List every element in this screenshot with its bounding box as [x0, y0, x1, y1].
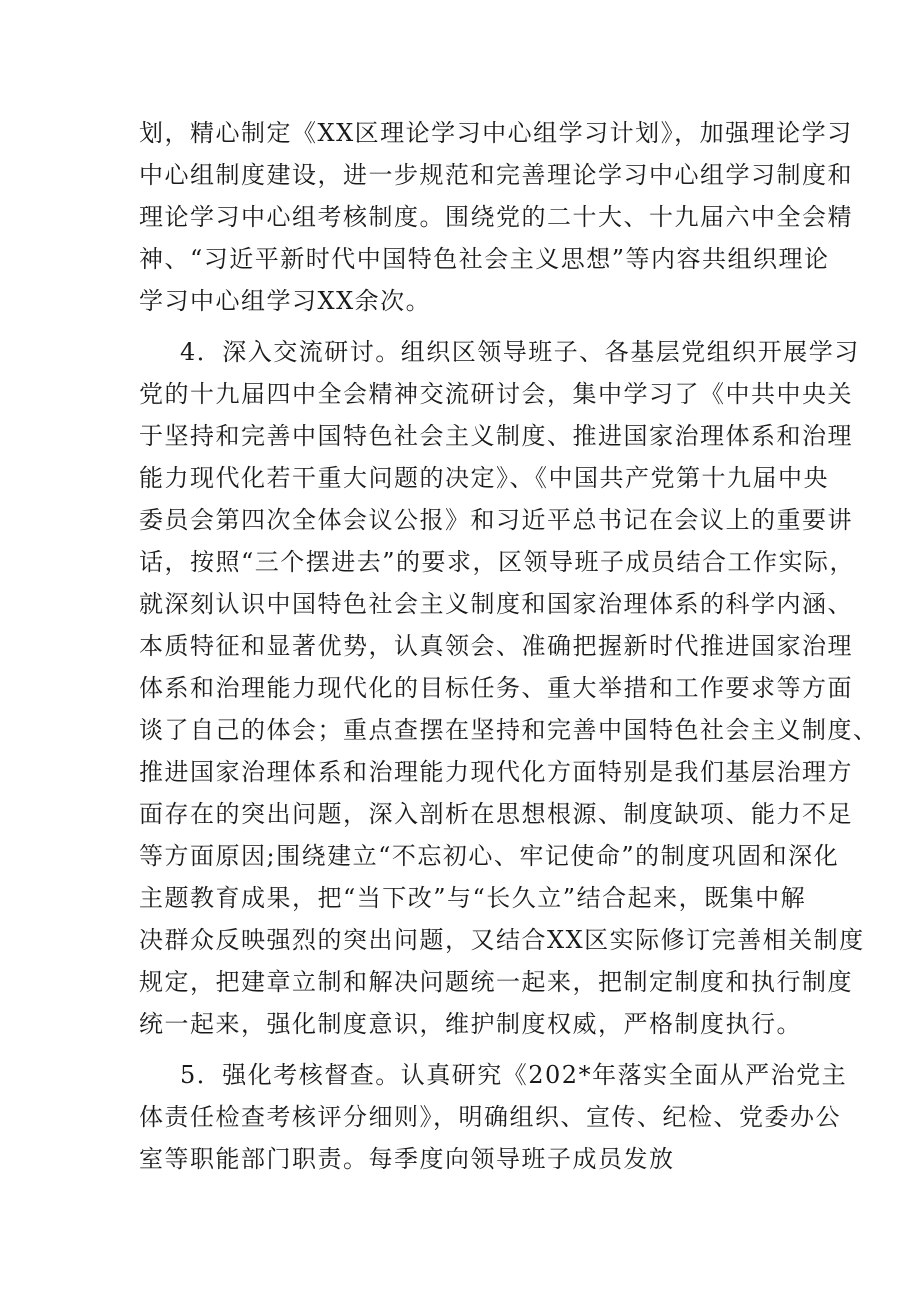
- text-line: 能力现代化若干重大问题的决定》、《中国共产党第十九届中央: [139, 464, 829, 492]
- text-line: 就深刻认识中国特色社会主义制度和国家治理体系的科学内涵、: [139, 590, 853, 618]
- text-line: 本质特征和显著优势，认真领会、准确把握新时代推进国家治理: [139, 632, 853, 660]
- text-line: 于坚持和完善中国特色社会主义制度、推进国家治理体系和治理: [139, 422, 853, 450]
- text-line: 学习中心组学习XX余次。: [139, 287, 432, 315]
- text-line: 规定，把建章立制和解决问题统一起来，把制定制度和执行制度: [139, 968, 853, 996]
- text-line: 话，按照“三个摆进去”的要求，区领导班子成员结合工作实际，: [139, 548, 856, 576]
- text-line: 面存在的突出问题，深入剖析在思想根源、制度缺项、能力不足: [139, 800, 853, 828]
- text-line: 体系和治理能力现代化的目标任务、重大举措和工作要求等方面: [139, 674, 853, 702]
- text-line: 神、“习近平新时代中国特色社会主义思想”等内容共组织理论: [139, 245, 830, 273]
- paragraph-4-heading: 4．深入交流研讨。组织区领导班子、各基层党组织开展学习: [180, 338, 860, 366]
- text-line: 推进国家治理体系和治理能力现代化方面特别是我们基层治理方: [139, 758, 853, 786]
- text-line: 谈了自己的体会；重点查摆在坚持和完善中国特色社会主义制度、: [139, 716, 879, 744]
- text-line: 主题教育成果，把“当下改”与“长久立”结合起来，既集中解: [139, 884, 807, 912]
- text-line: 统一起来，强化制度意识，维护制度权威，严格制度执行。: [139, 1010, 802, 1038]
- text-line: 划，精心制定《XX区理论学习中心组学习计划》，加强理论学习: [139, 119, 853, 147]
- text-line: 中心组制度建设，进一步规范和完善理论学习中心组学习制度和: [139, 161, 853, 189]
- text-line: 体责任检查考核评分细则》，明确组织、宣传、纪检、党委办公: [139, 1103, 841, 1131]
- text-line: 党的十九届四中全会精神交流研讨会，集中学习了《中共中央关: [139, 380, 853, 408]
- text-line: 委员会第四次全体会议公报》和习近平总书记在会议上的重要讲: [139, 506, 853, 534]
- text-line: 室等职能部门职责。每季度向领导班子成员发放: [139, 1145, 675, 1173]
- text-line: 理论学习中心组考核制度。围绕党的二十大、十九届六中全会精: [139, 203, 853, 231]
- text-line: 决群众反映强烈的突出问题，又结合XX区实际修订完善相关制度: [139, 926, 865, 954]
- paragraph-5-heading: 5．强化考核督查。认真研究《202*年落实全面从严治党主: [180, 1061, 848, 1089]
- text-line: 等方面原因;围绕建立“不忘初心、牢记使命”的制度巩固和深化: [139, 842, 840, 870]
